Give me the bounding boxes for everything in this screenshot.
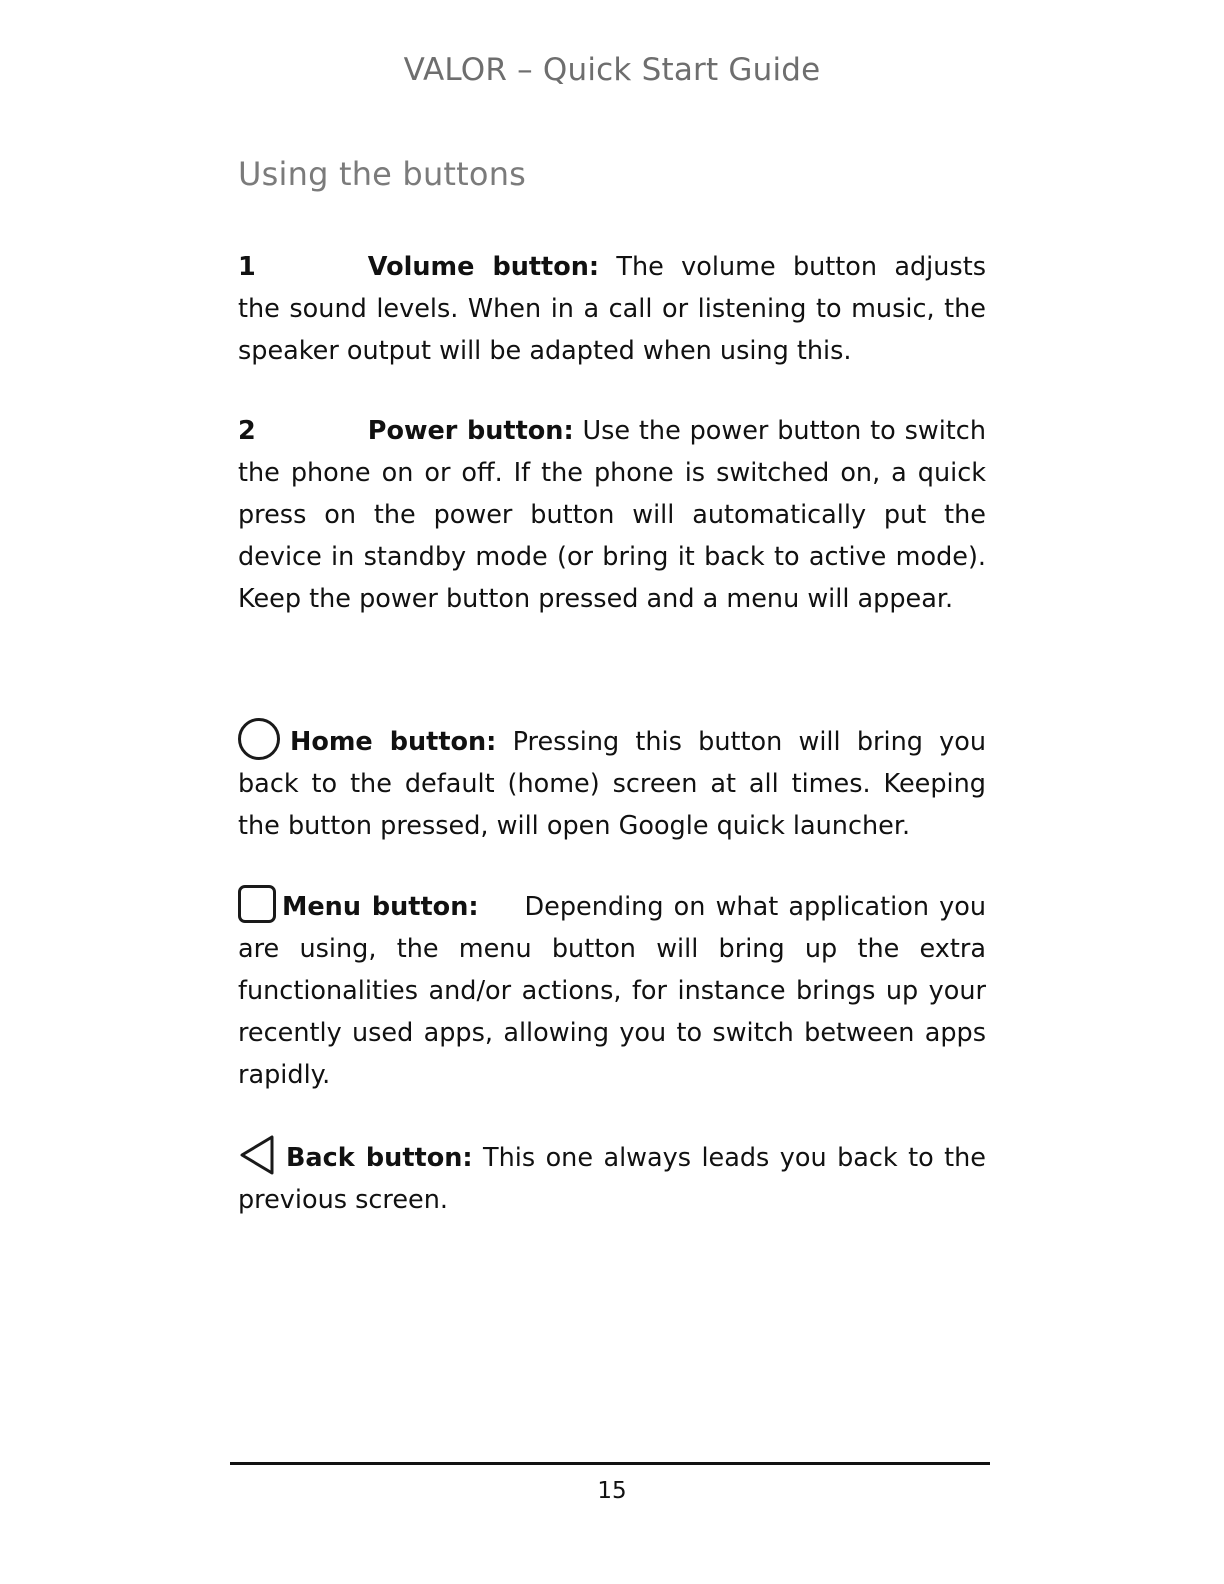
item-label: Home button: [290, 727, 497, 757]
page-header: VALOR – Quick Start Guide [403, 52, 821, 88]
back-triangle-icon [238, 1134, 278, 1176]
list-item [238, 718, 986, 847]
item-text: Use the power button to switch the phone on or off. If the phone is switched on, a quick press on the power button will automatically put the device in standby mode (or bring it back to active mode). Keep the power button pressed and a menu will appear. [238, 416, 986, 614]
item-text: Pressing this button will bring you back to the default (home) screen at all times. Keeping the button pressed, will open Google quick launcher. [238, 727, 986, 841]
section-heading: Using the buttons [238, 155, 527, 193]
list-item [238, 410, 986, 620]
item-label: Power button: [367, 416, 574, 446]
item-text: The volume button adjusts the sound levels. When in a call or listening to music, the speaker output will be adapted when using this. [238, 252, 987, 366]
list-item [238, 246, 986, 372]
item-label: Back button: [286, 1143, 473, 1173]
footer-divider [230, 1462, 990, 1465]
item-marker: 1 [238, 252, 256, 282]
page-number: 15 [597, 1478, 627, 1504]
menu-square-icon [238, 885, 276, 923]
item-text: Depending on what application you are using, the menu button will bring up the extra functionalities and/or actions, for instance brings up your recently used apps, allowing you to switch between apps rapidly. [238, 892, 986, 1090]
list-item [238, 1134, 986, 1221]
list-item [238, 885, 986, 1096]
page-content [238, 246, 986, 1221]
home-circle-icon [238, 718, 280, 760]
item-marker: 2 [238, 416, 256, 446]
spacer [238, 658, 986, 718]
item-label: Volume button: [367, 252, 600, 282]
item-text: This one always leads you back to the previous screen. [238, 1143, 986, 1215]
item-label: Menu button: [282, 892, 479, 922]
